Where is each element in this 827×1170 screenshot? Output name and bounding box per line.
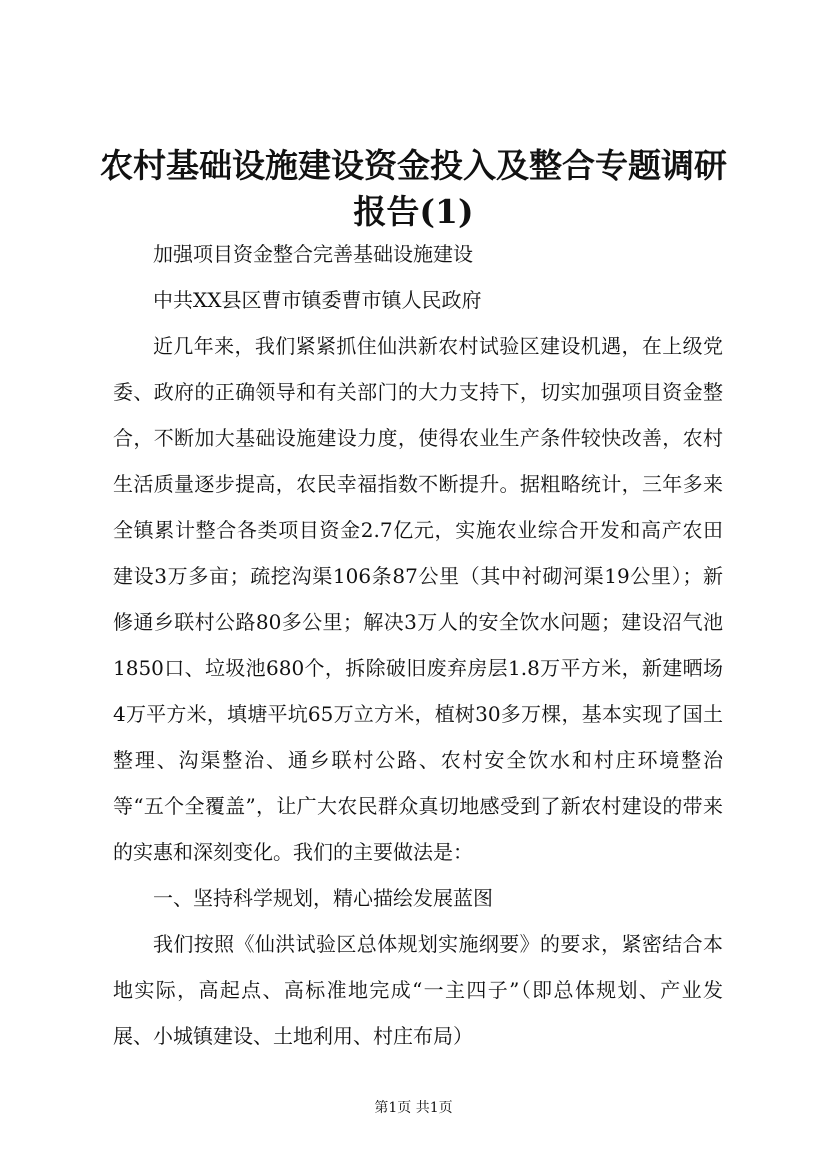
- author-paragraph: 中共XX县区曹市镇委曹市镇人民政府: [153, 288, 482, 312]
- document-body: [113, 231, 723, 1059]
- section-heading: 一、坚持科学规划，精心描绘发展蓝图: [153, 886, 493, 910]
- page-footer: 第1页 共1页: [374, 1100, 453, 1116]
- section-paragraph: 我们按照《仙洪试验区总体规划实施纲要》的要求，紧密结合本地实际，高起点、高标准地完成“一主四子”（即总体规划、产业发展、小城镇建设、土地利用、村庄布局）: [113, 932, 723, 1048]
- document-title: 农村基础设施建设资金投入及整合专题调研报告(1): [100, 146, 727, 231]
- subtitle-paragraph: 加强项目资金整合完善基础设施建设: [153, 242, 473, 266]
- intro-paragraph: 近几年来，我们紧紧抓住仙洪新农村试验区建设机遇，在上级党委、政府的正确领导和有关部门的大力支持下，切实加强项目资金整合，不断加大基础设施建设力度，使得农业生产条件较快改善，农村生活质量逐步提高，农民幸福指数不断提升。据粗略统计，三年多来全镇累计整合各类项目资金2.7亿元，实施农业综合开发和高产农田建设3万多亩；疏挖沟渠106条87公里（其中衬砌河渠19公里）；新修通乡联村公路80多公里；解决3万人的安全饮水问题；建设沼气池1850口、垃圾池680个，拆除破旧废弃房层1.8万平方米，新建晒场4万平方米，填塘平坑65万立方米，植树30多万棵，基本实现了国土整理、沟渠整治、通乡联村公路、农村安全饮水和村庄环境整治等“五个全覆盖”，让广大农民群众真切地感受到了新农村建设的带来的实惠和深刻变化。我们的主要做法是：: [113, 334, 723, 864]
